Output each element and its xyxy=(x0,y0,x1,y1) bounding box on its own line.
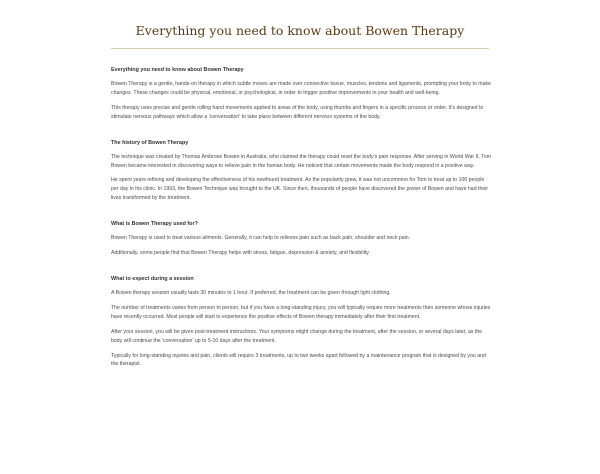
paragraph: Typically for long-standing injuries and pain, clients will require 3 treatments, up to two weeks apart followed by a maintenance program that is designed by you and the therapist. xyxy=(111,352,486,368)
paragraph: Bowen Therapy is used to treat various ailments. Generally, it can help to relieves pain such as back pain, shoulder and neck pain. xyxy=(111,235,411,242)
paragraph: A Bowen therapy session usually lasts 30 minutes to 1 hour. If preferred, the treatment can be given through light clothing. xyxy=(111,289,391,296)
section-session xyxy=(111,275,491,369)
paragraph: After your session, you will be given post-treatment instructions. Your symptoms might change during the treatment, after the session, or several days later, as the body will continue the 'conversation' up to 5-10 days after the treatment. xyxy=(111,328,483,344)
paragraph: Additionally, some people find that Bowen Therapy helps with stress, fatigue, depression & anxiety, and flexibility. xyxy=(111,250,370,257)
paragraph: Bowen Therapy is a gentle, hands-on therapy in which subtle moves are made over connective tissue, muscles, tendons and ligaments, prompting your body to make changes. These changes could be physical, emotional, or psychological, in order to trigger positive improvements in your health and well-being. xyxy=(111,81,491,96)
paragraph: The number of treatments varies from person to person, but if you have a long-standing injury, you will typically require more treatments then someone whose injuries have recently occurred. Most people will start to experience the positive effects of Bowen therapy immediately after their first treatment. xyxy=(111,304,491,320)
section-heading: The history of Bowen Therapy xyxy=(111,139,189,146)
section-heading: What is Bowen Therapy used for? xyxy=(111,221,198,228)
section-heading: What to expect during a session xyxy=(111,275,194,282)
paragraph: This therapy uses precise and gentle rolling hand movements applied to areas of the body, using thumbs and fingers in a specific process or order. It's designed to stimulate nervous pathways which allow a 'conversation' to take place between different nervous systems of the body. xyxy=(111,104,484,120)
paragraph: The technique was created by Thomas Ambrose Bowen in Australia, who claimed the therapy could reset the body's pain response. After serving in World War II, Tom Bowen became interested in discovering ways to relieve pain in the human body. He noticed that certain movements made the body respond in a positive way. xyxy=(111,153,491,169)
page-title: Everything you need to know about Bowen Therapy xyxy=(135,23,465,38)
section-history xyxy=(111,139,491,204)
title-divider xyxy=(111,48,489,49)
section-heading: Everything you need to know about Bowen Therapy xyxy=(111,67,244,73)
paragraph: He spent years refining and developing the effectiveness of his newfound treatment. As the popularity grew, it was not uncommon for Tom to treat up to 100 people per day in his clinic. In 1993, the Bowen Technique was brought to the UK. Since then, thousands of people have discovered the power of Bowen and have had their lives transformed by the treatment. xyxy=(111,177,489,202)
article-content xyxy=(111,66,491,375)
section-uses xyxy=(111,220,491,258)
section-intro xyxy=(111,66,491,122)
